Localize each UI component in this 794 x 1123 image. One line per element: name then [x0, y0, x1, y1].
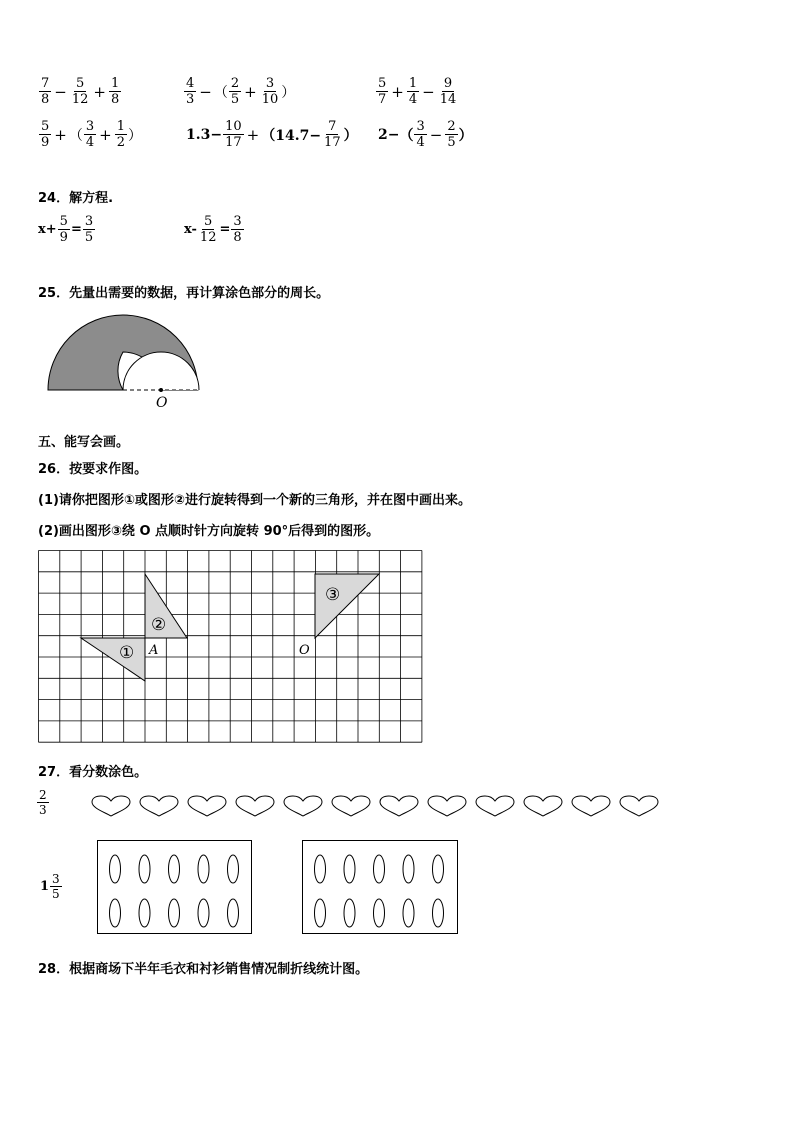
oval-shape [344, 899, 355, 927]
oval-shape [198, 855, 209, 883]
oval-shape [228, 855, 239, 883]
triangle-1-label: ① [119, 643, 135, 663]
point-a-label: A [149, 643, 159, 658]
oval-shape [169, 855, 180, 883]
oval-shape [198, 899, 209, 927]
heart-shape [138, 795, 180, 817]
heart-shape [474, 795, 516, 817]
triangle-1 [81, 638, 145, 681]
heart-shape [618, 795, 660, 817]
q24-equation-1: x+ $\frac{5}{9}$ = $\frac{3}{5}$ [38, 214, 94, 245]
oval-shape [139, 899, 150, 927]
q28-title: 28．根据商场下半年毛衣和衬衫销售情况制折线统计图。 [38, 962, 369, 977]
triangle-3-label: ③ [325, 585, 341, 605]
calc-expr-5: 1.3− $\frac{10}{17}$ + （14.7− $\frac{7}{17}$ ） [186, 119, 358, 150]
heart-shape [522, 795, 564, 817]
calc-expr-4: 5 9 + （ 3 4 + $\frac{1}{2}$ ） [41, 119, 142, 150]
oval-shape [433, 855, 444, 883]
fraction-two-thirds: $\frac{2}{3}$ [39, 788, 47, 817]
oval-shape [110, 899, 121, 927]
point-o-label: O [299, 643, 310, 658]
q24-equation-2: x- $\frac{5}{12}$ = $\frac{3}{8}$ [184, 214, 242, 245]
triangle-2-label: ② [151, 615, 167, 635]
grid-figure [38, 550, 424, 747]
q26-part-1: (1)请你把图形①或图形②进行旋转得到一个新的三角形，并在图中画出来。 [38, 493, 471, 508]
center-label-o: O [156, 395, 168, 411]
semicircle-figure [40, 308, 210, 413]
oval-box-1 [97, 840, 252, 934]
oval-shape [110, 855, 121, 883]
heart-shape [282, 795, 324, 817]
oval-shape [403, 899, 414, 927]
heart-shape [330, 795, 372, 817]
heart-shape [234, 795, 276, 817]
oval-shape [169, 899, 180, 927]
heart-shape [90, 795, 132, 817]
oval-shape [374, 899, 385, 927]
center-point [159, 388, 163, 392]
q27-title: 27．看分数涂色。 [38, 765, 148, 780]
heart-shape [186, 795, 228, 817]
calc-expr-1: 7 8 − $\frac{5}{12}$ + $\frac{1}{8}$ [41, 76, 120, 107]
oval-box-2 [302, 840, 458, 934]
heart-row [90, 795, 660, 817]
oval-shape [344, 855, 355, 883]
section-5-title: 五、能写会画。 [38, 435, 130, 450]
oval-shape [315, 899, 326, 927]
mixed-number: 1 3 5 [40, 872, 60, 901]
heart-shape [426, 795, 468, 817]
calc-expr-2: 4 3 − （ 2 5 + $\frac{3}{10}$ ） [186, 76, 296, 107]
oval-shape [403, 855, 414, 883]
oval-shape [315, 855, 326, 883]
oval-shape [228, 899, 239, 927]
q25-title: 25．先量出需要的数据，再计算涂色部分的周长。 [38, 286, 330, 301]
heart-shape [378, 795, 420, 817]
oval-shape [433, 899, 444, 927]
calc-expr-6: 2− （ 3 4 − $\frac{2}{5}$ ） [378, 119, 473, 150]
calc-expr-3: 5 7 + $\frac{1}{4}$ − $\frac{9}{14}$ [378, 76, 457, 107]
oval-shape [374, 855, 385, 883]
q26-part-2: (2)画出图形③绕 O 点顺时针方向旋转 90°后得到的图形。 [38, 524, 380, 539]
heart-shape [570, 795, 612, 817]
q26-title: 26．按要求作图。 [38, 462, 148, 477]
triangle-3 [315, 574, 379, 638]
oval-shape [139, 855, 150, 883]
q24-title: 24．解方程. [38, 191, 114, 206]
